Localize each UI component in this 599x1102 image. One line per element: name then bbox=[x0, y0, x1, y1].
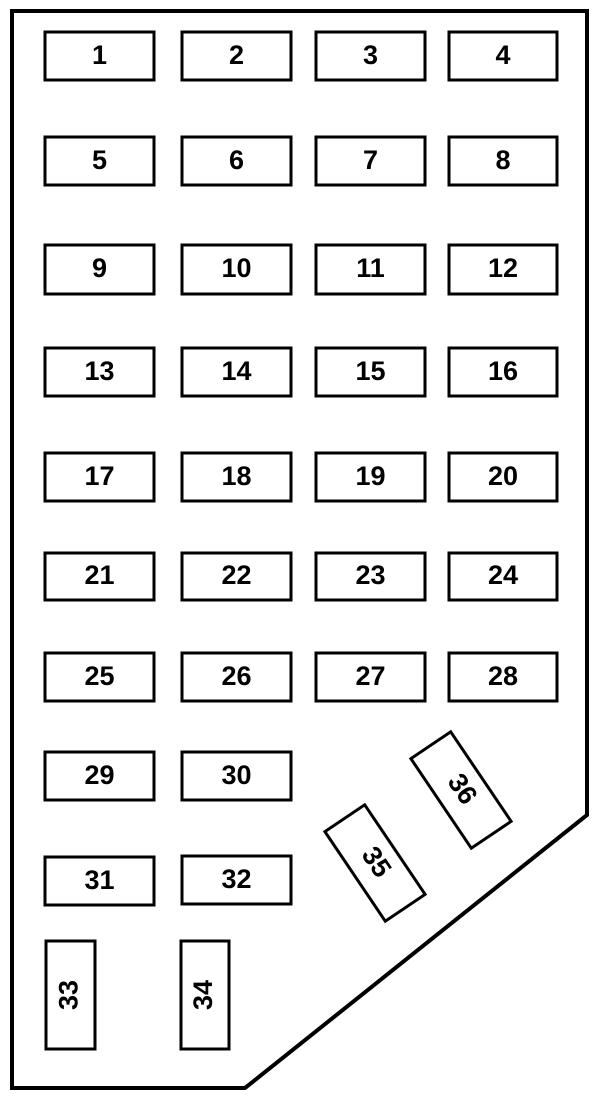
fuse-15 bbox=[316, 348, 425, 396]
fuse-label-26: 26 bbox=[221, 661, 252, 692]
fuse-21 bbox=[45, 553, 154, 600]
fuse-11 bbox=[316, 245, 425, 294]
fuse-label-2: 2 bbox=[228, 40, 245, 71]
fuse-label-10: 10 bbox=[221, 253, 252, 284]
fuse-14 bbox=[182, 348, 291, 396]
fuse-label-12: 12 bbox=[487, 253, 519, 284]
fuse-label-20: 20 bbox=[487, 461, 519, 492]
fuse-label-18: 18 bbox=[221, 461, 252, 492]
fuse-29 bbox=[45, 752, 154, 800]
fuse-label-11: 11 bbox=[356, 253, 385, 284]
fuse-20 bbox=[449, 453, 557, 501]
fuse-4 bbox=[449, 32, 557, 80]
fuse-2 bbox=[182, 32, 291, 80]
fuse-34 bbox=[181, 941, 229, 1049]
fuse-label-1: 1 bbox=[91, 40, 108, 71]
fuse-label-25: 25 bbox=[84, 661, 115, 692]
fuse-label-3: 3 bbox=[362, 40, 379, 71]
fuse-label-28: 28 bbox=[487, 661, 519, 692]
fuse-24 bbox=[449, 553, 557, 600]
fuse-5 bbox=[45, 137, 154, 185]
fuse-label-9: 9 bbox=[91, 253, 108, 284]
fuse-31 bbox=[45, 857, 154, 905]
fuse-label-31: 31 bbox=[84, 865, 115, 896]
fuse-label-30: 30 bbox=[221, 760, 252, 791]
fuse-label-22: 22 bbox=[221, 560, 252, 591]
fuse-label-13: 13 bbox=[84, 356, 115, 387]
fuse-12 bbox=[449, 245, 557, 294]
fuse-label-27: 27 bbox=[355, 661, 386, 692]
fuse-3 bbox=[316, 32, 425, 80]
fuse-label-21: 21 bbox=[84, 560, 115, 591]
fuse-label-16: 16 bbox=[487, 356, 519, 387]
fuse-label-29: 29 bbox=[84, 760, 115, 791]
fuse-6 bbox=[182, 137, 291, 185]
fuse-1 bbox=[45, 32, 154, 80]
fuse-33 bbox=[46, 941, 95, 1049]
fuse-18 bbox=[182, 453, 291, 501]
fuse-19 bbox=[316, 453, 425, 501]
fuse-label-33: 33 bbox=[53, 979, 84, 1011]
fuse-label-19: 19 bbox=[355, 461, 386, 492]
fuse-22 bbox=[182, 553, 291, 600]
fuse-13 bbox=[45, 348, 154, 396]
fuse-label-35: 35 bbox=[355, 841, 398, 883]
fuse-label-17: 17 bbox=[84, 461, 115, 492]
fuse-27 bbox=[316, 653, 425, 701]
fuse-label-6: 6 bbox=[228, 145, 245, 176]
fuse-label-24: 24 bbox=[487, 560, 519, 591]
fuse-label-8: 8 bbox=[495, 145, 511, 176]
fuse-7 bbox=[316, 137, 425, 185]
fuse-10 bbox=[182, 245, 291, 294]
fuse-label-4: 4 bbox=[495, 40, 511, 71]
fuse-17 bbox=[45, 453, 154, 501]
fuse-label-34: 34 bbox=[188, 979, 219, 1011]
fuse-8 bbox=[449, 137, 557, 185]
fuse-label-36: 36 bbox=[441, 768, 484, 810]
fuse-16 bbox=[449, 348, 557, 396]
fuse-25 bbox=[45, 653, 154, 701]
fuse-label-23: 23 bbox=[355, 560, 386, 591]
fuse-28 bbox=[449, 653, 557, 701]
fuse-23 bbox=[316, 553, 425, 600]
fuse-30 bbox=[182, 752, 291, 800]
fuse-9 bbox=[45, 245, 154, 294]
fuse-32 bbox=[182, 856, 291, 904]
fuse-label-14: 14 bbox=[221, 356, 252, 387]
fuse-label-32: 32 bbox=[221, 864, 252, 895]
fuse-26 bbox=[182, 653, 291, 701]
fuse-label-15: 15 bbox=[355, 356, 386, 387]
fuse-label-7: 7 bbox=[362, 145, 379, 176]
fuse-label-5: 5 bbox=[91, 145, 108, 176]
